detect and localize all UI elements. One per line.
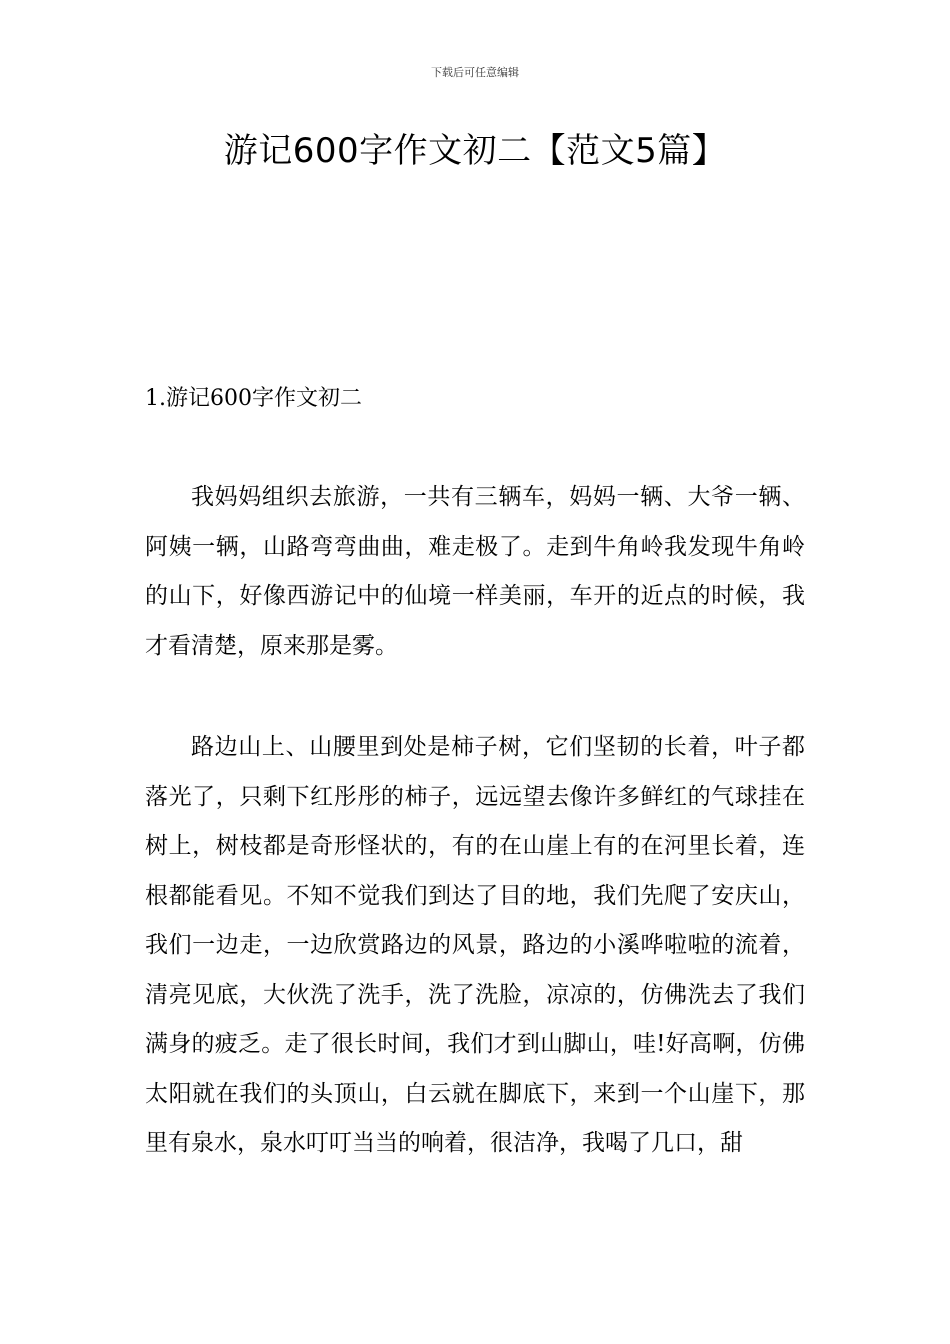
paragraph: 路边山上、山腰里到处是柿子树，它们坚韧的长着，叶子都落光了，只剩下红彤彤的柿子，远远望去像许多鲜红的气球挂在树上，树枝都是奇形怪状的，有的在山崖上有的在河里长着，连根都能看见。不知不觉我们到达了目的地，我们先爬了安庆山，我们一边走，一边欣赏路边的风景，路边的小溪哗啦啦的流着，清亮见底，大伙洗了洗手，洗了洗脸，凉凉的，仿佛洗去了我们满身的疲乏。走了很长时间，我们才到山脚山，哇!好高啊，仿佛太阳就在我们的头顶山，白云就在脚底下，来到一个山崖下，那里有泉水，泉水叮叮当当的响着，很洁净，我喝了几口，甜 [145, 734, 805, 1156]
section-heading: 1.游记600字作文初二 [145, 386, 362, 411]
document-title: 游记600字作文初二【范文5篇】 [223, 131, 727, 171]
paragraph: 我妈妈组织去旅游，一共有三辆车，妈妈一辆、大爷一辆、阿姨一辆，山路弯弯曲曲，难走极了。走到牛角岭我发现牛角岭的山下，好像西游记中的仙境一样美丽，车开的近点的时候，我才看清楚，原来那是雾。 [145, 484, 805, 659]
header-note: 下载后可任意编辑 [431, 66, 519, 79]
